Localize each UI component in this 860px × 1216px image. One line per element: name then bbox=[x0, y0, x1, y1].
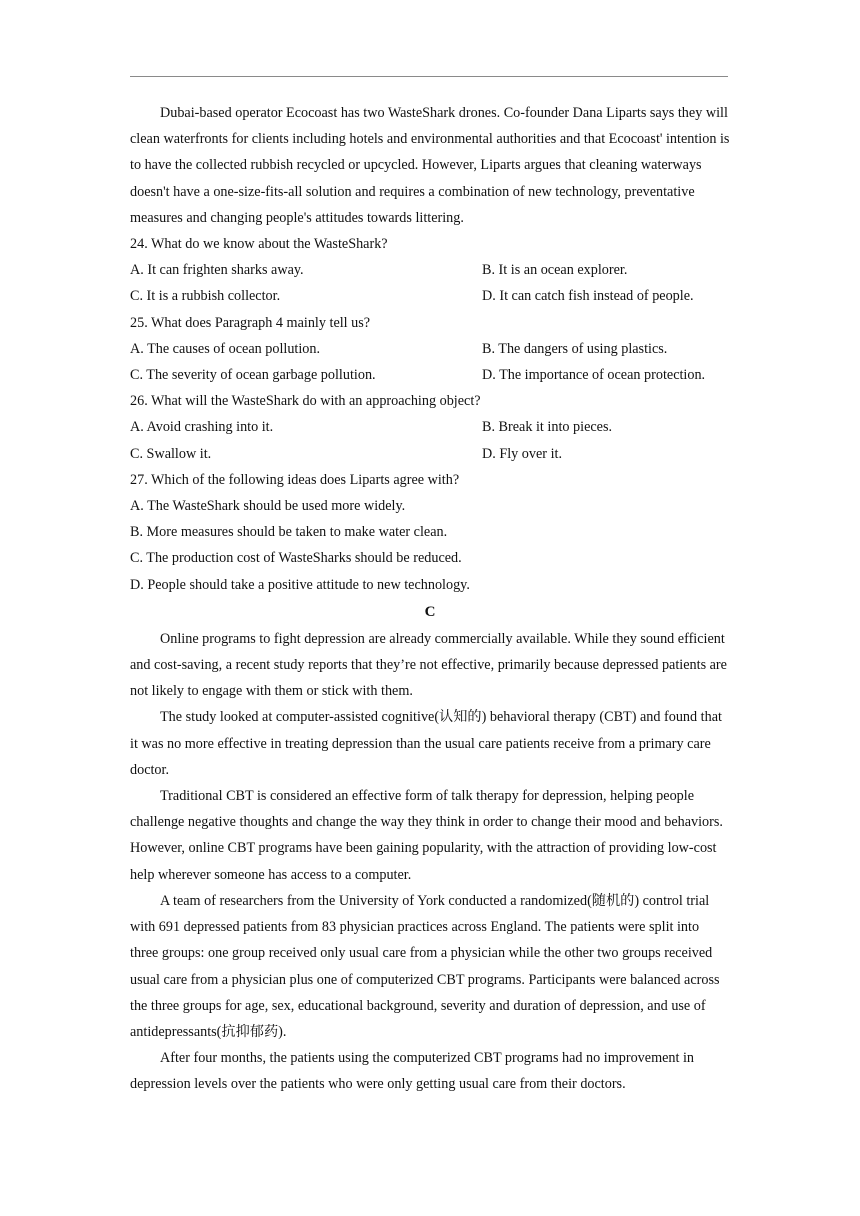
header-rule bbox=[130, 76, 728, 77]
option-d: D. People should take a positive attitude to new technology. bbox=[130, 576, 470, 593]
option-c: C. It is a rubbish collector. bbox=[130, 288, 281, 305]
section-c-paragraph: A team of researchers from the University of York conducted a randomized(随机的) control trial with 691 depressed patients from 83 physician practices across England. The patients were split into three groups: one group received only usual care from a physician while the other two groups received usual care from a physician plus one of computerized CBT programs. Participants were balanced across the three groups for age, sex, educational background, severity and duration of depression, and use of antidepressants(抗抑郁药). bbox=[130, 892, 720, 1040]
option-row bbox=[130, 336, 730, 362]
option-b: B. The dangers of using plastics. bbox=[482, 340, 668, 357]
option-row bbox=[130, 362, 730, 388]
option-c: C. The production cost of WasteSharks should be reduced. bbox=[130, 550, 462, 567]
section-c-paragraph: Online programs to fight depression are already commercially available. While they sound efficient and cost-saving, a recent study reports that they’re not effective, primarily because depressed patients are not likely to engage with them or stick with them. bbox=[130, 630, 727, 700]
option-a: A. It can frighten sharks away. bbox=[130, 262, 304, 279]
option-row bbox=[130, 283, 730, 309]
option-a: A. Avoid crashing into it. bbox=[130, 419, 274, 436]
option-d: D. Fly over it. bbox=[482, 445, 562, 462]
document-content bbox=[130, 100, 730, 1098]
question-stem: 24. What do we know about the WasteShark? bbox=[130, 236, 388, 253]
option-c: C. Swallow it. bbox=[130, 445, 212, 462]
passage-b-final-paragraph: Dubai-based operator Ecocoast has two WasteShark drones. Co-founder Dana Liparts says they will clean waterfronts for clients including hotels and environmental authorities and that Ecocoast' intention is to have the collected rubbish recycled or upcycled. However, Liparts argues that cleaning waterways doesn't have a one-size-fits-all solution and requires a combination of new technology, preventative measures and changing people's attitudes towards littering. bbox=[130, 105, 730, 226]
option-c: C. The severity of ocean garbage pollution. bbox=[130, 367, 376, 384]
question-stem: 26. What will the WasteShark do with an approaching object? bbox=[130, 393, 481, 410]
option-b: B. Break it into pieces. bbox=[482, 419, 613, 436]
option-b: B. More measures should be taken to make water clean. bbox=[130, 524, 448, 541]
option-row bbox=[130, 414, 730, 440]
option-b: B. It is an ocean explorer. bbox=[482, 262, 628, 279]
section-c-paragraph: Traditional CBT is considered an effective form of talk therapy for depression, helping people challenge negative thoughts and change the way they think in order to change their mood and behaviors. However, online CBT programs have been gaining popularity, with the attraction of providing low-cost help wherever someone has access to a computer. bbox=[130, 788, 723, 883]
option-row bbox=[130, 441, 730, 467]
option-d: D. The importance of ocean protection. bbox=[482, 367, 706, 384]
option-a: A. The causes of ocean pollution. bbox=[130, 340, 321, 357]
section-title: C bbox=[424, 603, 436, 620]
section-c-paragraph: After four months, the patients using the computerized CBT programs had no improvement in depression levels over the patients who were only getting usual care from their doctors. bbox=[130, 1050, 695, 1093]
question-stem: 25. What does Paragraph 4 mainly tell us? bbox=[130, 314, 371, 331]
option-d: D. It can catch fish instead of people. bbox=[482, 288, 694, 305]
option-row bbox=[130, 257, 730, 283]
question-stem: 27. Which of the following ideas does Liparts agree with? bbox=[130, 471, 460, 488]
option-a: A. The WasteShark should be used more widely. bbox=[130, 498, 406, 515]
section-c-paragraph: The study looked at computer-assisted cognitive(认知的) behavioral therapy (CBT) and found that it was no more effective in treating depression than the usual care patients receive from a primary care doctor. bbox=[130, 709, 722, 778]
